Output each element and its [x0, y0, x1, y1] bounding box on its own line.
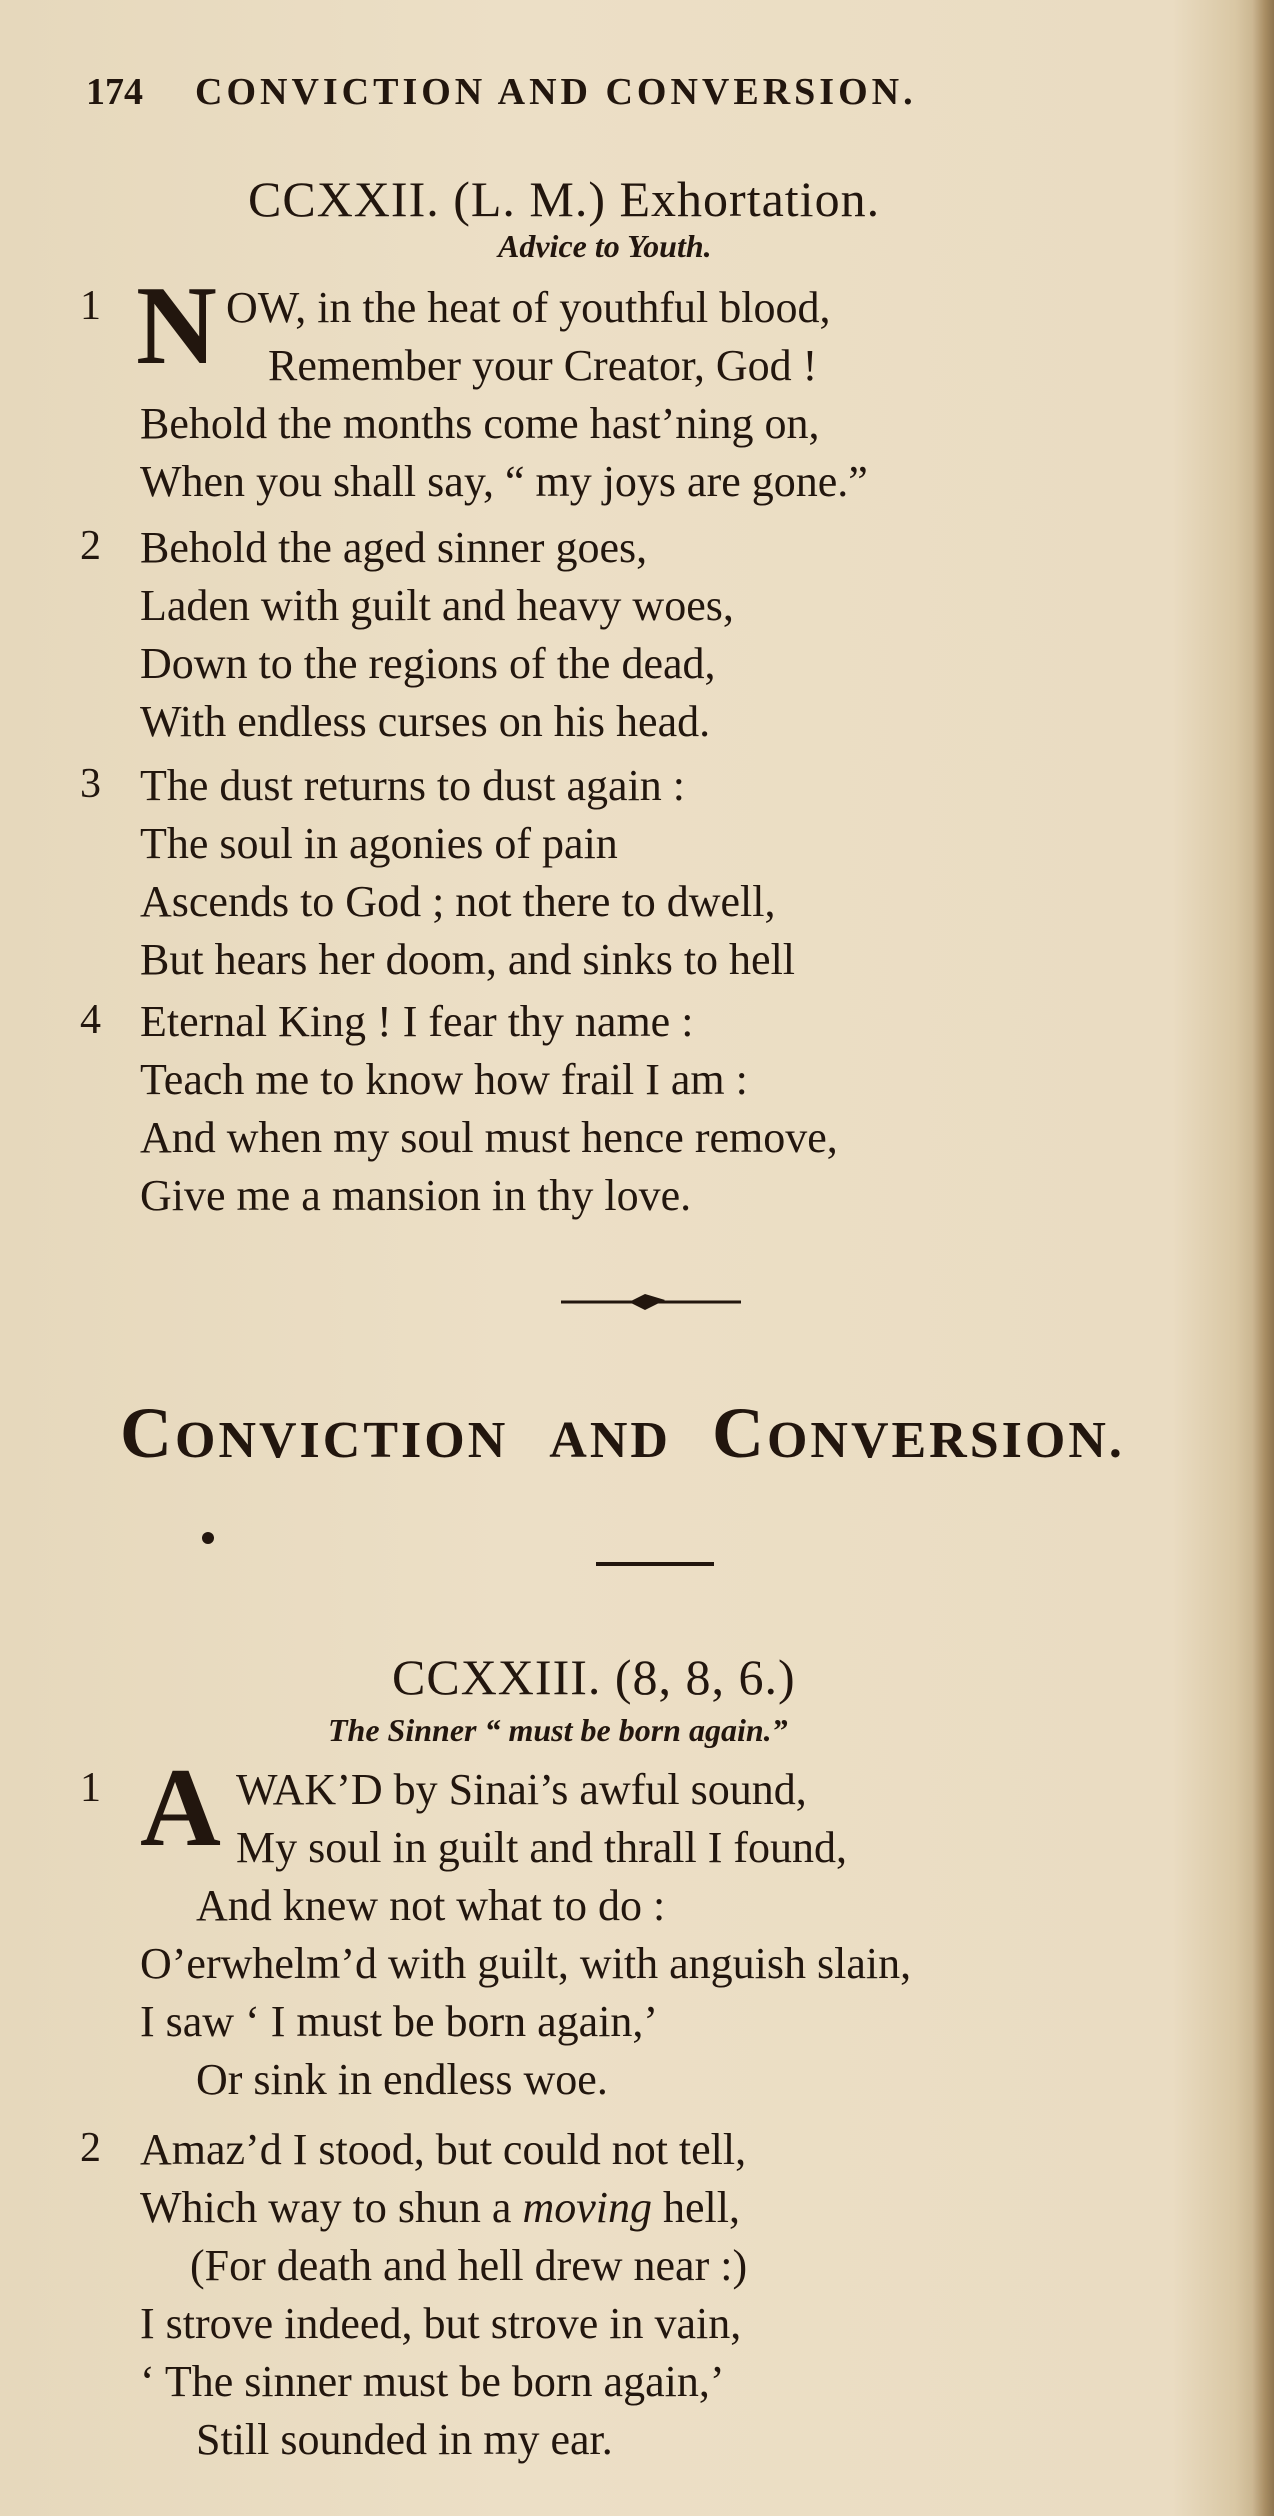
- hymn-1-verse-4-line-1: Eternal King ! I fear thy name :: [140, 997, 694, 1046]
- section-rule: [596, 1562, 714, 1566]
- hymn-2-verse-2-italic-word: moving: [522, 2183, 652, 2232]
- page-edge-shadow: [1252, 0, 1274, 2516]
- running-title: CONVICTION AND CONVERSION.: [195, 71, 917, 113]
- section-title-and: AND: [549, 1412, 671, 1469]
- hymn-1-verse-2-line-1: Behold the aged sinner goes,: [140, 523, 648, 572]
- section-title-cap-1: C: [120, 1393, 175, 1473]
- hymn-2-title: CCXXIII. (8, 8, 6.): [392, 1649, 796, 1705]
- section-title-word-2: ONVERSION.: [766, 1412, 1125, 1469]
- stray-mark: [202, 1532, 214, 1544]
- hymn-2-verse-2-line-3: (For death and hell drew near :): [190, 2241, 748, 2290]
- hymn-2-verse-1-line-2: My soul in guilt and thrall I found,: [236, 1823, 848, 1872]
- hymn-1-verse-1-line-3: Behold the months come hast’ning on,: [140, 399, 820, 448]
- hymn-2-verse-1-line-1: WAK’D by Sinai’s awful sound,: [236, 1765, 807, 1814]
- ornament-diamond: [629, 1294, 665, 1310]
- hymn-1-verse-4-line-4: Give me a mansion in thy love.: [140, 1171, 692, 1220]
- hymn-1-verse-1-line-1: OW, in the heat of youthful blood,: [226, 283, 831, 332]
- hymn-2-drop-cap: A: [140, 1746, 221, 1870]
- hymn-2-verse-1-line-6: Or sink in endless woe.: [196, 2055, 608, 2104]
- hymn-2-verse-2-line-4: I strove indeed, but strove in vain,: [140, 2299, 742, 2348]
- hymn-1-title: CCXXII. (L. M.) Exhortation.: [248, 171, 881, 227]
- hymn-2-verse-1-number: 1: [80, 1765, 101, 1811]
- hymn-1-verse-2-number: 2: [80, 523, 101, 569]
- hymn-1-verse-2-line-3: Down to the regions of the dead,: [140, 639, 716, 688]
- hymn-2-verse-2-line-2: [140, 2182, 740, 2233]
- hymn-1-verse-3-number: 3: [80, 761, 101, 807]
- section-title-cap-2: C: [711, 1393, 767, 1473]
- hymn-2-verse-2-line-5: ‘ The sinner must be born again,’: [140, 2357, 725, 2406]
- hymn-2-verse-1-line-4: O’erwhelm’d with guilt, with anguish slain,: [140, 1939, 912, 1988]
- hymn-1-verse-1-line-4: When you shall say, “ my joys are gone.”: [140, 457, 868, 506]
- hymn-1-drop-cap: N: [136, 264, 217, 388]
- hymn-2-verse-1-line-3: And knew not what to do :: [196, 1881, 666, 1930]
- hymn-2-verse-2-line-2-end: hell,: [663, 2183, 740, 2232]
- running-head: [86, 70, 917, 114]
- hymn-1-verse-3-line-4: But hears her doom, and sinks to hell: [140, 935, 796, 984]
- hymn-1-verse-4-line-3: And when my soul must hence remove,: [140, 1113, 838, 1162]
- hymn-1-verse-3-line-2: The soul in agonies of pain: [140, 819, 618, 868]
- hymn-1-verse-2-line-2: Laden with guilt and heavy woes,: [140, 581, 734, 630]
- hymn-1-verse-3-line-1: The dust returns to dust again :: [140, 761, 686, 810]
- hymn-1-verse-4-number: 4: [80, 997, 101, 1043]
- hymn-2-verse-2-line-6: Still sounded in my ear.: [196, 2415, 613, 2464]
- hymn-2-verse-1-line-5: I saw ‘ I must be born again,’: [140, 1997, 659, 2046]
- hymn-1-verse-1-number: 1: [80, 283, 101, 329]
- section-title-word-1: ONVICTION: [175, 1412, 509, 1469]
- hymn-2-verse-2-number: 2: [80, 2125, 101, 2171]
- hymn-1-verse-3-line-3: Ascends to God ; not there to dwell,: [140, 877, 776, 926]
- ornamental-divider: [561, 1290, 741, 1314]
- section-title: [120, 1392, 1125, 1475]
- hymn-2-verse-2-line-2-start: Which way to shun a: [140, 2183, 512, 2232]
- hymn-1-subtitle: Advice to Youth.: [498, 228, 712, 264]
- page-number: 174: [86, 71, 143, 113]
- hymn-1-verse-4-line-2: Teach me to know how frail I am :: [140, 1055, 748, 1104]
- hymn-1-verse-2-line-4: With endless curses on his head.: [140, 697, 711, 746]
- hymn-2-subtitle: The Sinner “ must be born again.”: [328, 1712, 788, 1748]
- hymn-2-verse-2-line-1: Amaz’d I stood, but could not tell,: [140, 2125, 747, 2174]
- hymn-1-verse-1-line-2: Remember your Creator, God !: [268, 341, 818, 390]
